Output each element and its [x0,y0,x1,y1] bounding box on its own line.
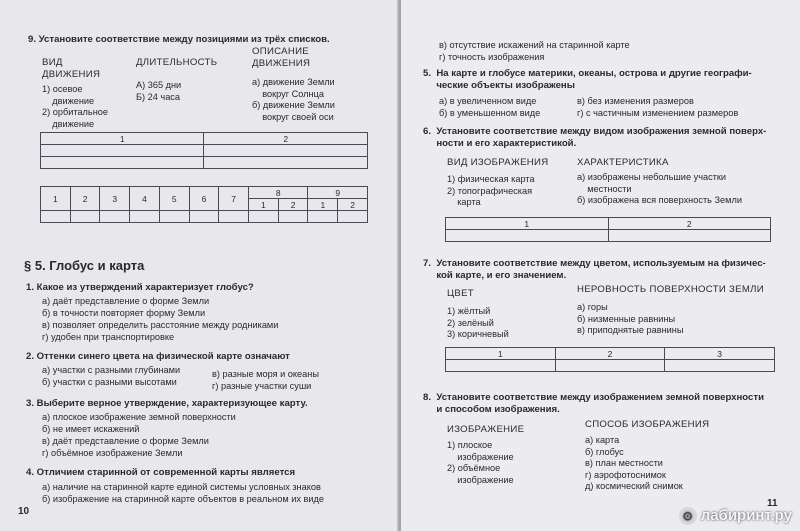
table-cell: 1 [446,348,556,360]
table-cell: 1 [308,199,338,211]
q3-option-d: г) объёмное изображение Земли [42,448,183,458]
watermark-text: лабиринт.ру [700,506,792,524]
q4-title: 4. Отличием старинной от современной карты является [26,467,296,478]
q7-answer-table [445,347,775,372]
right-page [401,0,800,531]
q2-title: 2. Оттенки синего цвета на физической карте означают [26,351,290,362]
table-cell[interactable] [555,360,665,372]
q7-title: 7. Установите соответствие между цветом, используемым на физичес- кой карте, и его значением. [423,258,766,281]
q3-option-a: а) плоское изображение земной поверхности [42,412,236,422]
table-cell[interactable] [41,157,204,169]
q6-col1: 1) физическая карта 2) топографическая карта [447,174,535,207]
table-cell: 2 [70,187,100,211]
q1-option-c: в) позволяет определить расстояние между родниками [42,320,279,330]
q7-header-relief: НЕРОВНОСТЬ ПОВЕРХНОСТИ ЗЕМЛИ [577,284,764,295]
q7-col1: 1) жёлтый 2) зелёный 3) коричневый [447,306,509,339]
q8-header-image: ИЗОБРАЖЕНИЕ [447,424,525,435]
table-cell[interactable] [446,230,609,242]
q8-col2: а) карта б) глобус в) план местности г) аэрофотоснимок д) космический снимок [585,435,683,491]
table-cell[interactable] [41,145,204,157]
table-cell[interactable] [130,211,160,223]
table-cell[interactable] [41,211,71,223]
table-cell[interactable] [665,360,775,372]
table-cell: 4 [130,187,160,211]
q8-title: 8. Установите соответствие между изображением земной поверхности и способом изображения. [423,392,764,415]
q4-option-d: г) точность изображения [439,52,545,62]
table-cell[interactable] [100,211,130,223]
q2-option-d: г) разные участки суши [212,381,312,391]
table-cell: 2 [608,218,771,230]
table-cell[interactable] [219,211,249,223]
table-cell[interactable] [278,211,308,223]
q9-col1: 1) осевое движение 2) орбитальное движение [42,84,108,129]
table-cell: 1 [41,133,204,145]
table-cell: 1 [446,218,609,230]
watermark [679,507,792,525]
table-cell[interactable] [70,211,100,223]
q2-option-b: б) участки с разными высотами [42,377,177,387]
table-cell[interactable] [189,211,219,223]
table-cell[interactable] [159,211,189,223]
q6-col2: а) изображены небольшие участки местности б) изображена вся поверхность Земли [577,172,742,205]
table-cell: 3 [100,187,130,211]
table-cell[interactable] [446,360,556,372]
q1-title: 1. Какое из утверждений характеризует глобус? [26,282,254,293]
q9-answer-table-1 [40,132,368,169]
table-cell: 6 [189,187,219,211]
q9-header-kind: ВИД ДВИЖЕНИЯ [42,57,101,80]
q7-header-color: ЦВЕТ [447,288,474,299]
q9-title: 9. Установите соответствие между позициями из трёх списков. [28,34,330,45]
q1-option-d: г) удобен при транспортировке [42,332,175,342]
q5-option-a: а) в увеличенном виде [439,96,537,106]
q3-option-b: б) не имеет искажений [42,424,140,434]
q3-title: 3. Выберите верное утверждение, характеризующее карту. [26,398,308,409]
table-cell[interactable] [204,157,368,169]
q9-col2: А) 365 дни Б) 24 часа [136,80,182,102]
table-cell: 7 [219,187,249,211]
q6-title: 6. Установите соответствие между видом изображения земной поверх- ности и его характеристикой. [423,126,767,149]
q2-option-c: в) разные моря и океаны [212,369,319,379]
q4-option-b: б) изображение на старинной карте объектов в реальном их виде [42,494,324,504]
table-cell: 1 [41,187,71,211]
left-page [0,0,399,531]
section-title: § 5. Глобус и карта [24,258,145,273]
table-cell[interactable] [249,211,279,223]
table-cell: 3 [665,348,775,360]
q9-answer-table-2 [40,186,368,223]
q9-header-description: ОПИСАНИЕ ДВИЖЕНИЯ [252,46,311,69]
table-cell: 1 [249,199,279,211]
q8-header-method: СПОСОБ ИЗОБРАЖЕНИЯ [585,419,710,430]
table-cell: 2 [555,348,665,360]
q1-option-a: а) даёт представление о форме Земли [42,296,210,306]
q4-option-a: а) наличие на старинной карте единой системы условных знаков [42,482,321,492]
q2-option-a: а) участки с разными глубинами [42,365,181,375]
q8-col1: 1) плоское изображение 2) объёмное изображение [447,440,514,485]
q5-title: 5. На карте и глобусе материки, океаны, острова и другие географи- ческие объекты изображены [423,68,752,91]
q4-option-c: в) отсутствие искажений на старинной карте [439,40,630,50]
q1-option-b: б) в точности повторяет форму Земли [42,308,206,318]
table-cell[interactable] [204,145,368,157]
table-cell[interactable] [608,230,771,242]
table-cell: 2 [338,199,368,211]
q5-option-b: б) в уменьшенном виде [439,108,541,118]
q9-col3: а) движение Земли вокруг Солнца б) движение Земли вокруг своей оси [252,77,335,122]
page-number-right: 11 [767,498,778,509]
table-cell: 2 [204,133,368,145]
q5-option-d: г) с частичным изменением размеров [577,108,739,118]
table-cell[interactable] [308,211,338,223]
q5-option-c: в) без изменения размеров [577,96,694,106]
q7-col2: а) горы б) низменные равнины в) приподнятые равнины [577,302,684,335]
q6-header-characteristic: ХАРАКТЕРИСТИКА [577,157,669,168]
table-cell[interactable] [338,211,368,223]
q6-answer-table [445,217,771,242]
q3-option-c: в) даёт представление о форме Земли [42,436,209,446]
page-number-left: 10 [18,506,30,517]
table-cell: 5 [159,187,189,211]
table-cell: 2 [278,199,308,211]
table-cell: 9 [308,187,368,199]
q6-header-kind: ВИД ИЗОБРАЖЕНИЯ [447,157,549,168]
table-cell: 8 [249,187,308,199]
q9-header-duration: ДЛИТЕЛЬНОСТЬ [136,57,218,68]
labirint-logo-icon: ⊙ [679,507,697,525]
